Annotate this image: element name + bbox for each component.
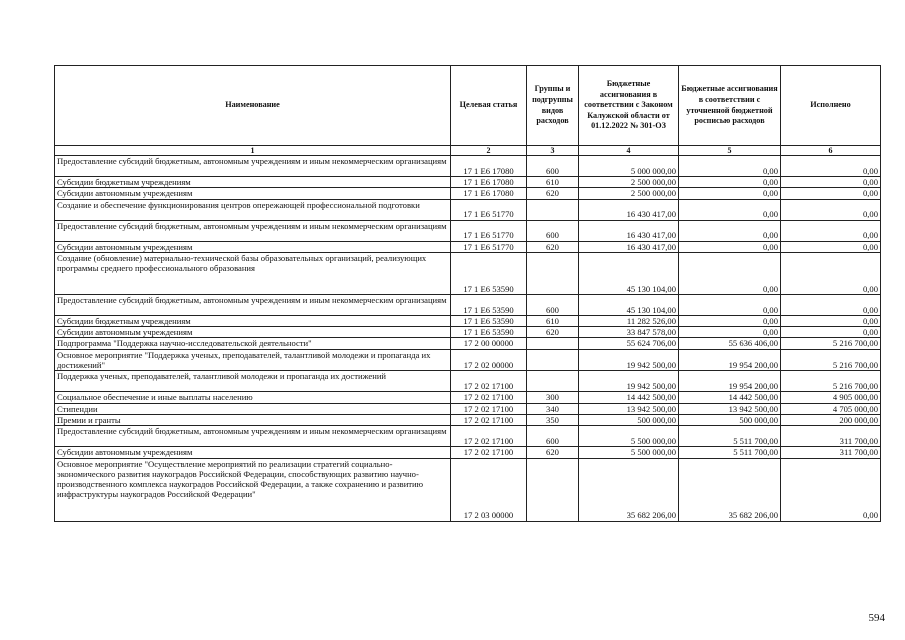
column-number: 6 [781,146,881,156]
row-executed-amount: 0,00 [781,294,881,315]
table-row [55,349,881,371]
row-target-article: 17 2 02 17100 [451,371,527,392]
row-refined-amount: 35 682 206,00 [679,458,781,521]
row-name: Предоставление субсидий бюджетным, автономным учреждениям и иным некоммерческим организациям [55,426,451,447]
row-expense-group: 620 [527,327,579,338]
row-target-article: 17 2 03 00000 [451,458,527,521]
column-number: 1 [55,146,451,156]
table-row [55,177,881,188]
row-target-article: 17 1 E6 51770 [451,220,527,241]
row-executed-amount: 0,00 [781,241,881,252]
row-executed-amount: 0,00 [781,188,881,199]
row-law-amount: 19 942 500,00 [579,349,679,371]
row-name: Субсидии автономным учреждениям [55,241,451,252]
row-name: Основное мероприятие "Поддержка ученых, преподавателей, талантливой молодежи и пропаганда их достижений" [55,349,451,371]
row-expense-group: 350 [527,414,579,425]
row-executed-amount: 4 705 000,00 [781,403,881,414]
row-executed-amount: 0,00 [781,252,881,294]
row-executed-amount: 5 216 700,00 [781,338,881,349]
row-expense-group [527,371,579,392]
row-refined-amount: 0,00 [679,241,781,252]
header-target-article: Целевая статья [451,66,527,146]
table-row [55,327,881,338]
row-executed-amount: 0,00 [781,327,881,338]
row-law-amount: 14 442 500,00 [579,392,679,403]
row-law-amount: 2 500 000,00 [579,177,679,188]
row-target-article: 17 1 E6 17080 [451,177,527,188]
row-target-article: 17 2 02 17100 [451,403,527,414]
header-expense-groups: Группы и подгруппы видов расходов [527,66,579,146]
header-law-appropriations: Бюджетные ассигнования в соответствии с Законом Калужской области от 01.12.2022 № 301-ОЗ [579,66,679,146]
row-executed-amount: 311 700,00 [781,426,881,447]
row-refined-amount: 19 954 200,00 [679,371,781,392]
row-target-article: 17 2 02 17100 [451,447,527,458]
row-refined-amount: 0,00 [679,220,781,241]
row-expense-group: 620 [527,447,579,458]
row-law-amount: 16 430 417,00 [579,199,679,220]
row-target-article: 17 1 E6 53590 [451,294,527,315]
row-executed-amount: 0,00 [781,315,881,326]
row-name: Субсидии бюджетным учреждениям [55,177,451,188]
row-name: Предоставление субсидий бюджетным, автономным учреждениям и иным некоммерческим организациям [55,294,451,315]
table-row [55,426,881,447]
row-law-amount: 19 942 500,00 [579,371,679,392]
row-target-article: 17 1 E6 17080 [451,188,527,199]
header-row [55,66,881,146]
row-name: Создание (обновление) материально-технической базы образовательных организаций, реализующих программы среднего профессионального образования [55,252,451,294]
row-name: Субсидии автономным учреждениям [55,327,451,338]
row-expense-group [527,252,579,294]
row-executed-amount: 0,00 [781,177,881,188]
page-number: 594 [868,612,885,624]
row-refined-amount: 5 511 700,00 [679,447,781,458]
row-target-article: 17 1 E6 51770 [451,241,527,252]
row-target-article: 17 1 E6 53590 [451,327,527,338]
row-name: Поддержка ученых, преподавателей, талантливой молодежи и пропаганда их достижений [55,371,451,392]
row-law-amount: 16 430 417,00 [579,241,679,252]
table-row [55,188,881,199]
table-body [55,156,881,522]
header-refined-appropriations: Бюджетные ассигнования в соответствии с уточненной бюджетной росписью расходов [679,66,781,146]
row-executed-amount: 200 000,00 [781,414,881,425]
header-executed: Исполнено [781,66,881,146]
row-executed-amount: 5 216 700,00 [781,371,881,392]
row-expense-group: 620 [527,241,579,252]
row-target-article: 17 1 E6 51770 [451,199,527,220]
row-target-article: 17 1 E6 17080 [451,156,527,177]
row-refined-amount: 5 511 700,00 [679,426,781,447]
row-name: Создание и обеспечение функционирования центров опережающей профессиональной подготовки [55,199,451,220]
row-law-amount: 13 942 500,00 [579,403,679,414]
table-row [55,294,881,315]
row-law-amount: 500 000,00 [579,414,679,425]
row-refined-amount: 0,00 [679,252,781,294]
row-refined-amount: 500 000,00 [679,414,781,425]
row-refined-amount: 0,00 [679,315,781,326]
row-law-amount: 45 130 104,00 [579,294,679,315]
table-row [55,220,881,241]
row-refined-amount: 0,00 [679,294,781,315]
table-row [55,241,881,252]
row-expense-group: 340 [527,403,579,414]
row-target-article: 17 2 02 00000 [451,349,527,371]
row-expense-group: 600 [527,294,579,315]
row-law-amount: 2 500 000,00 [579,188,679,199]
row-law-amount: 16 430 417,00 [579,220,679,241]
row-target-article: 17 1 E6 53590 [451,252,527,294]
row-name: Предоставление субсидий бюджетным, автономным учреждениям и иным некоммерческим организациям [55,156,451,177]
row-name: Субсидии бюджетным учреждениям [55,315,451,326]
row-name: Субсидии автономным учреждениям [55,447,451,458]
row-executed-amount: 0,00 [781,458,881,521]
budget-table [54,65,881,522]
column-number-row [55,146,881,156]
row-law-amount: 5 000 000,00 [579,156,679,177]
row-refined-amount: 0,00 [679,199,781,220]
row-expense-group: 610 [527,315,579,326]
row-refined-amount: 13 942 500,00 [679,403,781,414]
row-name: Премии и гранты [55,414,451,425]
table-row [55,458,881,521]
row-target-article: 17 2 02 17100 [451,426,527,447]
table-row [55,199,881,220]
row-executed-amount: 0,00 [781,199,881,220]
row-law-amount: 35 682 206,00 [579,458,679,521]
row-refined-amount: 0,00 [679,188,781,199]
row-refined-amount: 14 442 500,00 [679,392,781,403]
row-executed-amount: 0,00 [781,156,881,177]
row-name: Субсидии автономным учреждениям [55,188,451,199]
row-law-amount: 55 624 706,00 [579,338,679,349]
table-row [55,252,881,294]
budget-table-sheet [54,65,880,522]
row-executed-amount: 311 700,00 [781,447,881,458]
row-expense-group [527,338,579,349]
row-refined-amount: 0,00 [679,327,781,338]
row-expense-group [527,199,579,220]
column-number: 2 [451,146,527,156]
header-name: Наименование [55,66,451,146]
row-law-amount: 5 500 000,00 [579,426,679,447]
row-law-amount: 5 500 000,00 [579,447,679,458]
row-target-article: 17 1 E6 53590 [451,315,527,326]
row-expense-group [527,458,579,521]
row-law-amount: 45 130 104,00 [579,252,679,294]
table-row [55,447,881,458]
table-row [55,371,881,392]
column-number: 5 [679,146,781,156]
row-expense-group: 610 [527,177,579,188]
row-law-amount: 33 847 578,00 [579,327,679,338]
table-row [55,414,881,425]
column-number: 4 [579,146,679,156]
row-executed-amount: 5 216 700,00 [781,349,881,371]
row-expense-group [527,349,579,371]
row-expense-group: 600 [527,426,579,447]
table-row [55,156,881,177]
row-refined-amount: 0,00 [679,177,781,188]
table-row [55,392,881,403]
row-executed-amount: 0,00 [781,220,881,241]
row-expense-group: 620 [527,188,579,199]
row-law-amount: 11 282 526,00 [579,315,679,326]
table-row [55,315,881,326]
row-refined-amount: 0,00 [679,156,781,177]
row-expense-group: 600 [527,156,579,177]
row-expense-group: 300 [527,392,579,403]
table-row [55,338,881,349]
row-name: Подпрограмма "Поддержка научно-исследовательской деятельности" [55,338,451,349]
row-target-article: 17 2 00 00000 [451,338,527,349]
row-expense-group: 600 [527,220,579,241]
row-target-article: 17 2 02 17100 [451,392,527,403]
row-name: Предоставление субсидий бюджетным, автономным учреждениям и иным некоммерческим организациям [55,220,451,241]
column-number: 3 [527,146,579,156]
table-row [55,403,881,414]
row-target-article: 17 2 02 17100 [451,414,527,425]
row-refined-amount: 19 954 200,00 [679,349,781,371]
row-name: Стипендии [55,403,451,414]
row-name: Социальное обеспечение и иные выплаты населению [55,392,451,403]
row-refined-amount: 55 636 406,00 [679,338,781,349]
row-name: Основное мероприятие "Осуществление мероприятий по реализации стратегий социально-экономического развития наукоградов Российской Федерации, способствующих развитию научно-производственного комплекса наукоградов Российской Федерации, а также сохранению и развитию инфраструктуры наукоградов Российской Федерации" [55,458,451,521]
row-executed-amount: 4 905 000,00 [781,392,881,403]
